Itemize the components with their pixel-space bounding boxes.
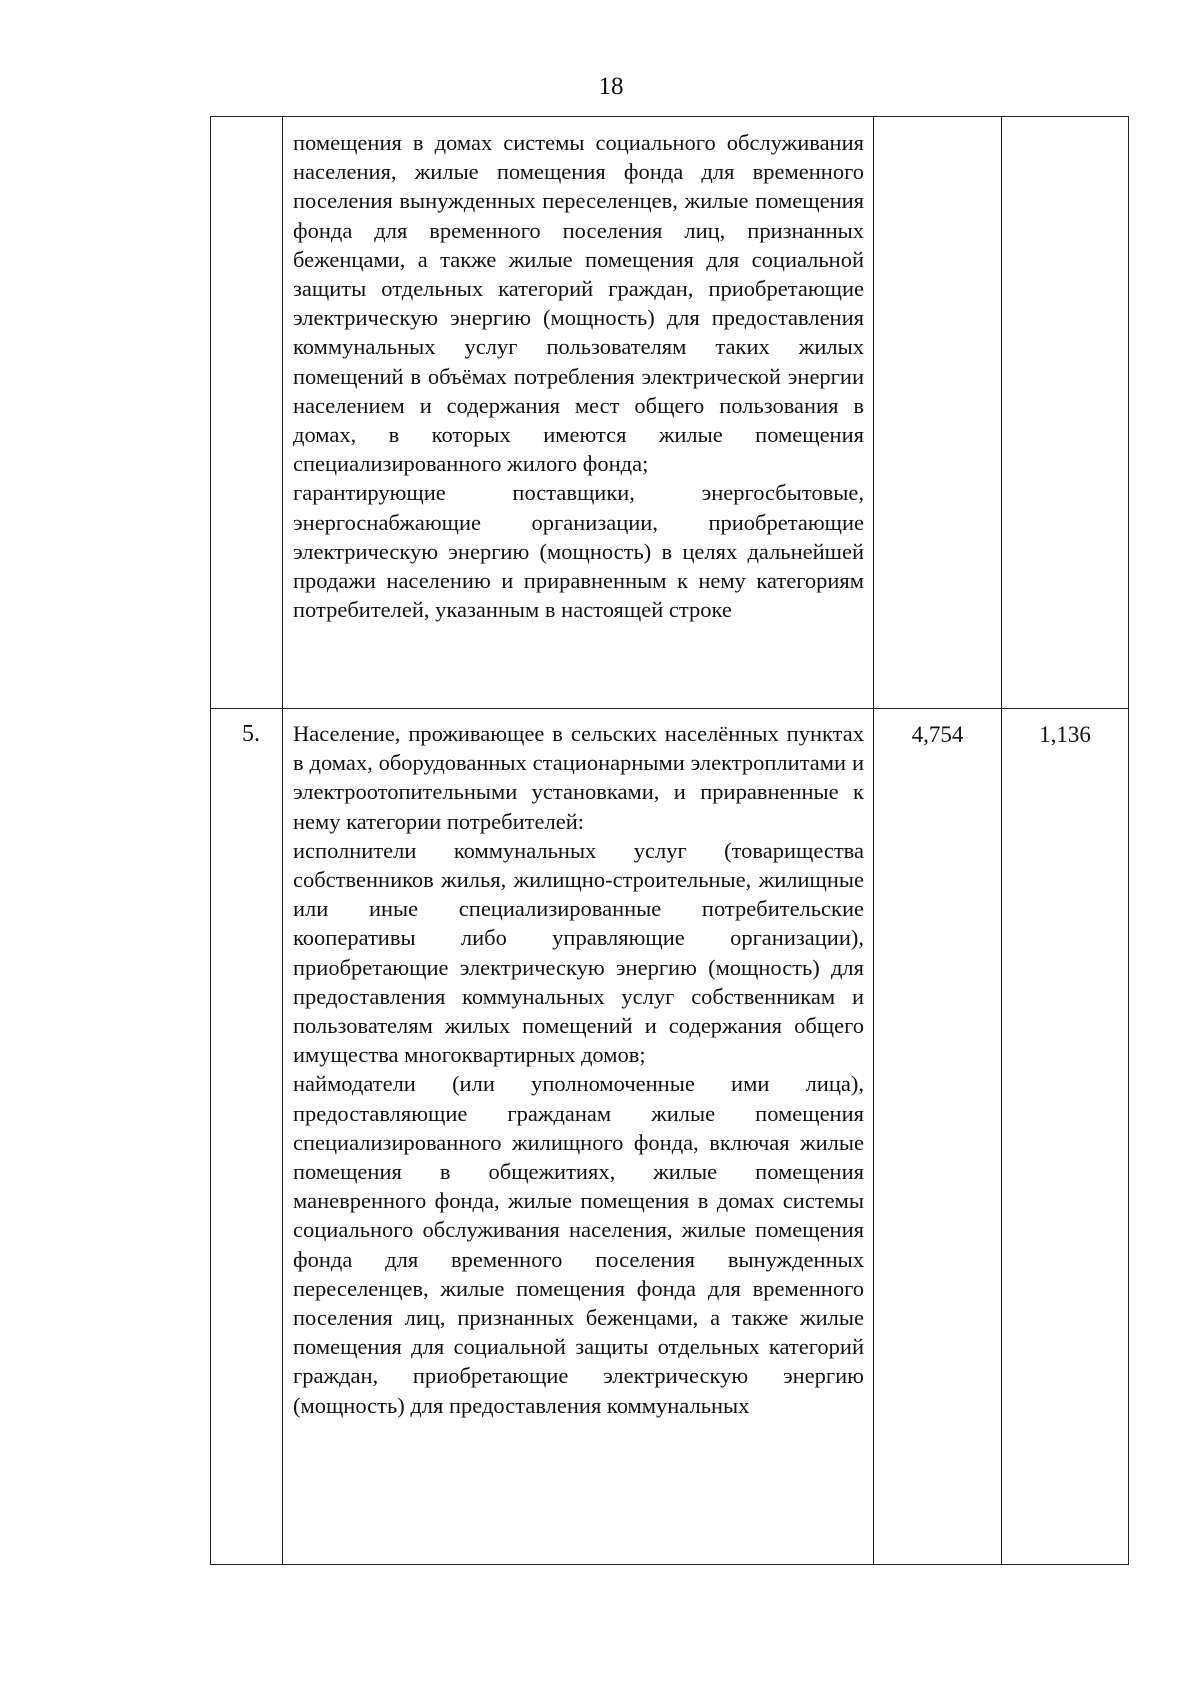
paragraph: гарантирующие поставщики, энергосбытовые, энергоснабжающие организации, приобретающие электрическую энергию (мощность) в целях дальнейшей продажи населению и приравненным к нему категориям потребителей, указанным в настоящей строке — [293, 480, 864, 623]
row-description-cell — [283, 117, 874, 709]
paragraph: Население, проживающее в сельских населённых пунктах в домах, оборудованных стационарными электроплитами и электроотопительными установками, и приравненные к нему категории потребителей: — [293, 721, 864, 834]
row-number — [211, 117, 282, 128]
paragraph: помещения в домах системы социального обслуживания населения, жилые помещения фонда для временного поселения вынужденных переселенцев, жилые помещения фонда для временного поселения лиц, признанных беженцами, а также жилые помещения для социальной защиты отдельных категорий граждан, приобретающие электрическую энергию (мощность) для предоставления коммунальных услуг пользователям таких жилых помещений в объёмах потребления электрической энергии населением и содержания мест общего пользования в домах, в которых имеются жилые помещения специализированного жилого фонда; — [293, 130, 864, 477]
page-number: 18 — [598, 73, 624, 100]
value-1-cell — [874, 709, 1002, 1565]
value-2: 1,136 — [1039, 722, 1091, 747]
row-description — [283, 117, 873, 624]
value-1 — [874, 117, 1001, 128]
value-1-cell — [874, 117, 1002, 709]
row-number-cell — [211, 117, 283, 709]
row-description — [283, 709, 873, 1420]
row-number-cell — [211, 709, 283, 1565]
value-2-cell — [1002, 709, 1129, 1565]
value-1: 4,754 — [911, 722, 964, 747]
paragraph: наймодатели (или уполномоченные ими лица), предоставляющие гражданам жилые помещения специализированного жилищного фонда, включая жилые помещения в общежитиях, жилые помещения маневренного фонда, жилые помещения в домах системы социального обслуживания населения, жилые помещения фонда для временного поселения вынужденных переселенцев, жилые помещения фонда для временного поселения лиц, признанных беженцами, а также жилые помещения для социальной защиты отдельных категорий граждан, приобретающие электрическую энергию (мощность) для предоставления коммунальных — [293, 1071, 864, 1418]
row-description-cell — [283, 709, 874, 1565]
value-2 — [1002, 117, 1128, 128]
table-row — [211, 117, 1129, 709]
row-number: 5. — [242, 721, 260, 747]
table-row — [211, 709, 1129, 1565]
tariff-table — [210, 116, 1129, 1565]
value-2-cell — [1002, 117, 1129, 709]
paragraph: исполнители коммунальных услуг (товарищества собственников жилья, жилищно-строительные, жилищные или иные специализированные потребительские кооперативы либо управляющие организации), приобретающие электрическую энергию (мощность) для предоставления коммунальных услуг собственникам и пользователям жилых помещений и содержания общего имущества многоквартирных домов; — [293, 837, 864, 1068]
